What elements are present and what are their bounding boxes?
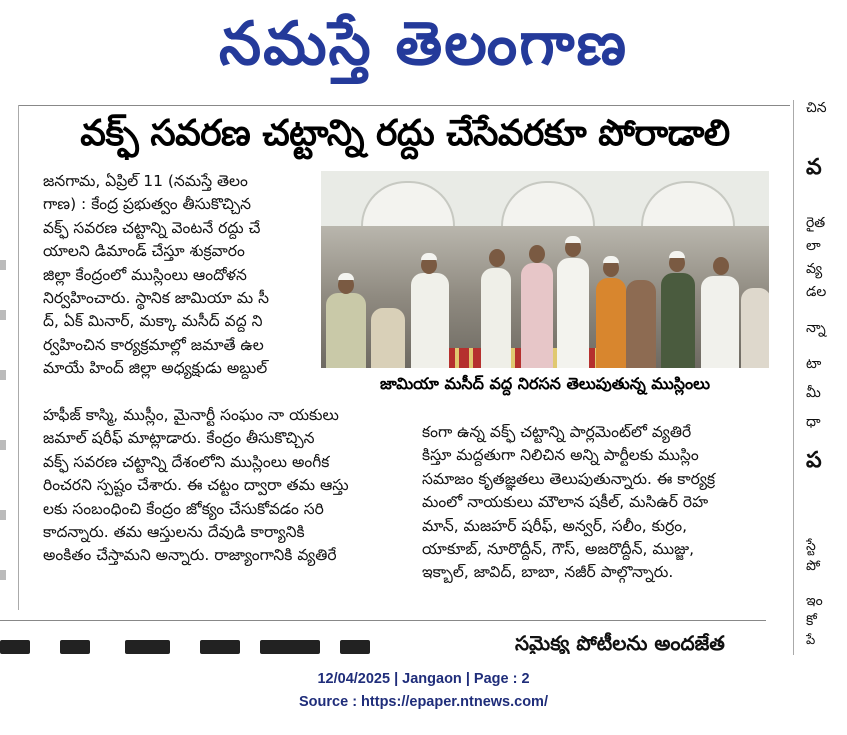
photo-person [521,263,553,368]
cutoff-text-fragment [60,640,90,654]
article-line: కిస్తూ మద్దతుగా నిలిచిన అన్ని పార్టీలకు ముస్లిం [422,446,699,465]
side-column-fragment: ఇం [806,593,823,609]
clipping-footer [0,668,847,714]
article-line: జిల్లా కేంద్రంలో ముస్లింలు ఆందోళన [43,265,247,284]
side-column-fragment: వ [806,155,822,180]
article-line: మాయే హింద్ జిల్లా అధ్యక్షుడు అబ్దుల్ [43,359,268,378]
photo-person [371,308,405,368]
next-story-headline: సమైక్య పోటీలను అందజేత [515,631,725,654]
article-line: మాన్, మజహర్ షరీఫ్, అన్వర్, సలీం, కుర్రం, [422,516,688,535]
article-column-1-top [43,170,315,381]
photo-person [411,273,449,368]
side-column-fragment: పో [806,558,821,574]
side-column-fragment: పే [806,633,816,648]
photo-person [741,288,769,368]
cutoff-text-fragment [260,640,320,654]
photo-cap [565,236,581,243]
photo-cap [669,251,685,258]
article-line: ర్వహించిన కార్యక్రమాల్లో జమాతే ఉల [43,335,264,354]
article-line: కాదన్నారు. తమ ఆస్తులను దేవుడి కార్యానికి [43,523,305,542]
article-line: రించరని స్పష్టం చేశారు. ఈ చట్టం ద్వారా తమ ఆస్తు [43,476,349,495]
photo-cap [421,253,437,260]
article-column-1-bottom [43,404,415,568]
article-line: జమాల్ షరీఫ్ మాట్లాడారు. కేంద్రం తీసుకొచ్చిన [43,429,315,448]
article-line: వక్ఫ్ సవరణ చట్టాన్ని వెంటనే రద్దు చే [43,218,261,237]
side-column-fragment: కో [806,613,817,629]
footer-date-edition-page: 12/04/2025 | Jangaon | Page : 2 [317,671,530,687]
photo-head [529,245,545,263]
photo-person [326,293,366,368]
left-margin-fragment [0,110,8,610]
photo-head [713,257,729,275]
photo-head [489,249,505,267]
article-line: వక్ఫ్ సవరణ చట్టాన్ని దేశంలోని ముస్లింలు అంగీక [43,452,330,471]
side-column-fragment: స్టే [806,538,816,554]
cutoff-text-fragment [125,640,170,654]
photo-person [557,258,589,368]
side-column-fragment: ధా [806,414,821,430]
article-line: సమాజం కృతజ్ఞతలు తెలుపుతున్నారు. ఈ కార్యక్ర [422,469,716,488]
left-column-border [18,105,19,610]
side-column-fragment: డల [806,284,827,300]
article-line: మంలో నాయకులు మౌలాన షకీల్, మసిఉర్ రెహ [422,493,709,512]
article-line: గాణ) : కేంద్ర ప్రభుత్వం తీసుకొచ్చిన [43,195,252,214]
side-column-fragment: టా [806,356,822,372]
article-line: యాకూబ్, నూరొద్దీన్, గౌస్, అజరొద్దీన్, ముజ్జు, [422,540,695,559]
article-line: జనగామ, ఏప్రిల్ 11 (నమస్తే తెలం [43,172,248,190]
article-line: ఇక్బాల్, జావిద్, బాబా, నజీర్ పాల్గొన్నారు. [422,563,674,582]
side-column-fragment: మీ [806,385,821,401]
footer-source-link: Source : https://epaper.ntnews.com/ [299,694,548,710]
article-line: లకు సంబంధించి కేంద్రం జోక్యం చేసుకోవడం సరి [43,499,324,518]
photo-cap [338,273,354,280]
side-column-fragment: న్నా [806,320,826,336]
photo-person [626,280,656,368]
top-divider [18,105,790,106]
cutoff-text-fragment [340,640,370,654]
cutoff-text-fragment [0,640,30,654]
side-column-fragment: ప [806,448,822,473]
photo-person [596,278,626,368]
article-line: ద్, ఏక్ మినార్, మక్కా మసీద్ వద్ద ని [43,312,263,331]
side-column-fragment: రైత [806,215,826,231]
photo-person [481,268,511,368]
side-column-fragment: వ్య [806,261,823,277]
bottom-divider [0,620,766,621]
side-column-fragment: చిన [806,100,827,116]
right-column-divider [793,100,794,655]
masthead-title: నమస్తే తెలంగాణ [218,9,629,79]
article-line: కంగా ఉన్న వక్ఫ్ చట్టాన్ని పార్లమెంట్‌లో వ్యతిరే [422,423,692,441]
article-line: యాలని డిమాండ్ చేస్తూ శుక్రవారం [43,242,245,261]
photo-caption: జామియా మసీద్ వద్ద నిరసన తెలుపుతున్న ముస్లింలు [380,374,710,393]
photo-person [661,273,695,368]
article-headline: వక్ఫ్ సవరణ చట్టాన్ని రద్దు చేసేవరకూ పోరాడాలి [80,113,730,154]
protest-photo [321,171,769,368]
cutoff-text-fragment [200,640,240,654]
side-column-fragment: లా [806,238,821,254]
article-line: నిర్వహించారు. స్థానిక జామియా మ సీ [43,289,269,308]
newspaper-masthead [0,0,847,95]
article-column-2 [422,421,767,585]
article-line: హఫీజ్ కాస్మి, ముస్లీం, మైనార్టీ సంఘం నా యకులు [43,406,339,424]
photo-cap [603,256,619,263]
photo-person [701,276,739,368]
article-line: అంకితం చేస్తామని అన్నారు. రాజ్యాంగానికి వ్యతిరే [43,546,337,565]
